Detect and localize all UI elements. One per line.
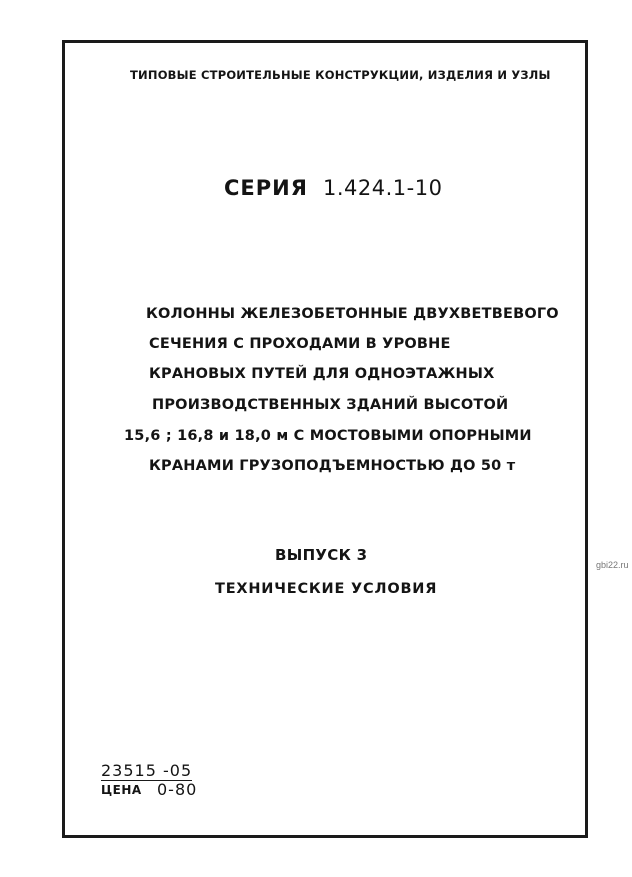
title-line-2: СЕЧЕНИЯ С ПРОХОДАМИ В УРОВНЕ xyxy=(149,336,451,352)
series-number: 1.424.1-10 xyxy=(323,176,443,200)
price-value: 0-80 xyxy=(157,780,198,799)
title-line-1: КОЛОННЫ ЖЕЛЕЗОБЕТОННЫЕ ДВУХВЕТВЕВОГО xyxy=(146,306,559,322)
title-line-6: КРАНАМИ ГРУЗОПОДЪЕМНОСТЬЮ ДО 50 т xyxy=(149,458,516,474)
title-line-4: ПРОИЗВОДСТВЕННЫХ ЗДАНИЙ ВЫСОТОЙ xyxy=(152,397,509,413)
header-series-collection: ТИПОВЫЕ СТРОИТЕЛЬНЫЕ КОНСТРУКЦИИ, ИЗДЕЛИЯ И УЗЛЫ xyxy=(130,68,551,82)
document-number: 23515 -05 xyxy=(101,761,193,780)
series-label: СЕРИЯ xyxy=(224,176,308,200)
title-line-3: КРАНОВЫХ ПУТЕЙ ДЛЯ ОДНОЭТАЖНЫХ xyxy=(149,366,495,382)
price-label: ЦЕНА xyxy=(101,783,142,797)
subtitle-technical-conditions: ТЕХНИЧЕСКИЕ УСЛОВИЯ xyxy=(215,581,438,597)
watermark-text: gbi22.ru xyxy=(596,560,629,570)
issue-label: ВЫПУСК 3 xyxy=(275,546,368,564)
title-line-5: 15,6 ; 16,8 и 18,0 м С МОСТОВЫМИ ОПОРНЫМИ xyxy=(124,428,532,444)
